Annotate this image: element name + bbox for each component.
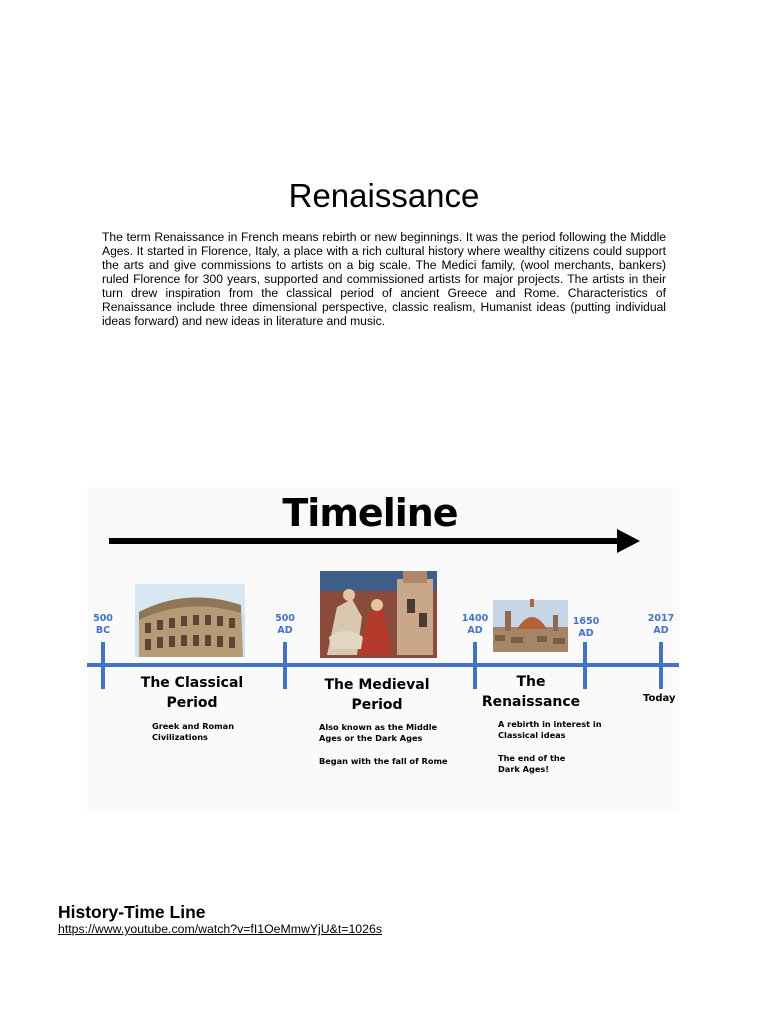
note-line: Greek and Roman [152,721,235,731]
today-label: Today [643,693,676,704]
timeline-arrow [109,529,640,553]
period-title: Period [351,697,403,713]
note-medieval [319,722,448,767]
tick-year: 500 [275,613,295,624]
period-title: The Classical [140,675,244,691]
note-classical [152,721,234,743]
note-line: Classical ideas [498,730,566,740]
note-line: Dark Ages! [498,764,550,774]
tick-label-500ad [265,613,305,637]
tick-year: 1650 [572,616,600,627]
tick-label-1650ad [566,616,606,640]
video-heading: History-Time Line [58,902,206,922]
note-line: Began with the fall of Rome [319,756,448,766]
timeline-heading: Timeline [282,491,458,535]
note-line: A rebirth in interest in [498,719,602,729]
note-line: The end of the [498,753,566,763]
tick-label-1400ad [455,613,495,637]
tick-era: AD [578,628,594,639]
period-classical [127,673,257,713]
tick-era: AD [653,625,669,636]
tick-era: AD [467,625,483,636]
tick-label-2017ad [641,613,681,637]
period-title: The [516,674,546,690]
document-title: Renaissance [288,177,480,214]
note-renaissance [498,719,602,775]
note-line: Also known as the Middle [319,722,438,732]
intro-paragraph: The term Renaissance in French means rebirth or new beginnings. It was the period following the Middle Ages. It started in Florence, Italy, a place with a rich cultural history where wealthy citizens could support the arts and give commissions to artists on a big scale. The Medici family, (wool merchants, bankers) ruled Florence for 300 years, supported and commissioned artists for major projects. The artists in their turn drew inspiration from the classical period of ancient Greece and Rome. Characteristics of Renaissance include three dimensional perspective, classic realism, Humanist ideas (putting individual ideas forward) and new ideas in literature and music. [102,230,666,328]
period-title: The Medieval [324,677,430,693]
florence-skyline-image [493,599,568,652]
tick-era: AD [277,625,293,636]
medieval-illumination-image [320,571,437,658]
period-title: Renaissance [481,694,581,710]
video-link[interactable]: https://www.youtube.com/watch?v=fI1OeMmwYjU&t=1026s [58,922,382,936]
colosseum-image [135,584,245,657]
tick-year: 1400 [461,613,489,624]
period-title: Period [166,695,218,711]
tick-label-500bc [83,613,123,637]
tick-year: 2017 [647,613,675,624]
period-renaissance [471,672,591,712]
period-medieval [307,675,447,715]
tick-year: 500 [93,613,113,624]
note-line: Civilizations [152,732,208,742]
note-line: Ages or the Dark Ages [319,733,423,743]
timeline-figure [87,487,679,810]
tick-era: BC [95,625,111,636]
